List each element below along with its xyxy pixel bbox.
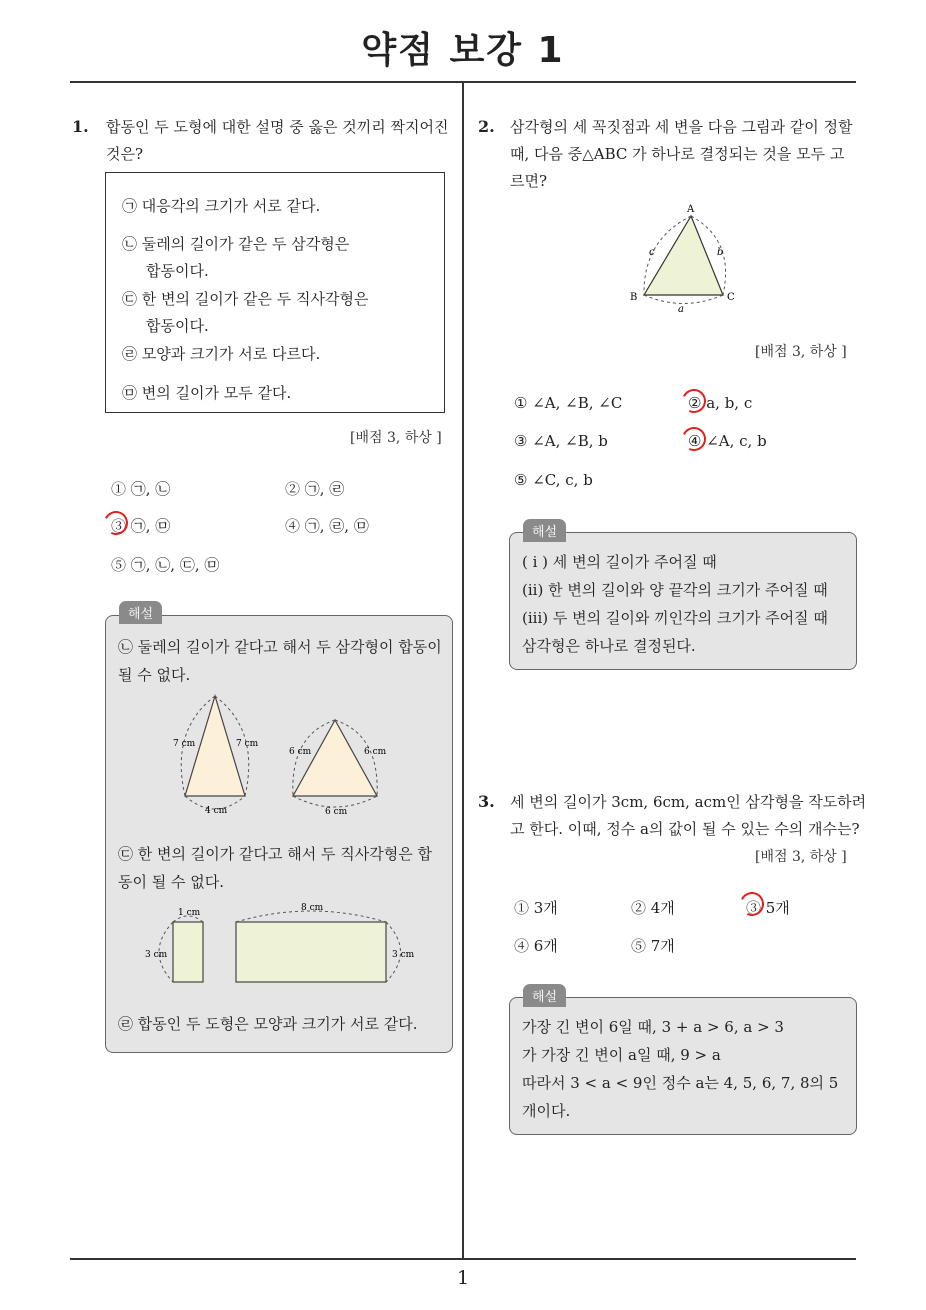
label-8cm: 8 cm bbox=[301, 903, 324, 913]
explanation-line: 될 수 없다. bbox=[118, 666, 191, 684]
q3-option-3[interactable]: ③ 5개 bbox=[746, 899, 790, 917]
q1-option-4[interactable]: ④ ㉠, ㉣, ㉤ bbox=[285, 517, 369, 535]
q2-explanation-tab: 해설 bbox=[523, 519, 566, 542]
statement-d: ㉣ 모양과 크기가 서로 다르다. bbox=[122, 345, 321, 363]
question-2-score: [배점 3, 하상 ] bbox=[755, 344, 847, 360]
page-number: 1 bbox=[456, 1267, 470, 1289]
explanation-line: (ii) 한 변의 길이와 양 끝각의 크기가 주어질 때 bbox=[522, 581, 828, 599]
explanation-line: 삼각형은 하나로 결정된다. bbox=[522, 637, 696, 655]
question-1-text bbox=[106, 114, 448, 168]
question-3-number: 3. bbox=[478, 792, 495, 811]
side-b-label: b bbox=[717, 247, 724, 258]
label-6cm-right: 6 cm bbox=[364, 747, 387, 757]
question-2-text-line: 르면? bbox=[510, 172, 548, 190]
label-4cm: 4 cm bbox=[205, 806, 228, 816]
statement-e: ㉤ 변의 길이가 모두 같다. bbox=[122, 384, 292, 402]
vertex-b-label: B bbox=[630, 292, 638, 303]
explanation-line: 가장 긴 변이 6일 때, 3 + a > 6, a > 3 bbox=[522, 1018, 784, 1036]
statement-b-cont: 합동이다. bbox=[146, 262, 209, 280]
q1-option-5[interactable]: ⑤ ㉠, ㉡, ㉢, ㉤ bbox=[111, 556, 220, 574]
question-2-text-line: 삼각형의 세 꼭짓점과 세 변을 다음 그림과 같이 정할 bbox=[510, 118, 853, 136]
q1-option-2[interactable]: ② ㉠, ㉣ bbox=[285, 480, 345, 498]
triangle-abc bbox=[644, 216, 723, 295]
side-a-label: a bbox=[678, 304, 684, 315]
dashed-arc bbox=[644, 295, 723, 304]
question-2-text-line: 때, 다음 중△ABC 가 하나로 결정되는 것을 모두 고 bbox=[510, 145, 845, 163]
q3-option-2[interactable]: ② 4개 bbox=[631, 899, 675, 917]
question-1-score: [배점 3, 하상 ] bbox=[350, 430, 442, 446]
dashed-arc bbox=[293, 796, 377, 807]
q1-explanation-part2 bbox=[118, 840, 432, 896]
label-6cm-left: 6 cm bbox=[289, 747, 312, 757]
vertex-c-label: C bbox=[727, 292, 735, 303]
question-1-number: 1. bbox=[72, 117, 89, 136]
label-7cm-left: 7 cm bbox=[173, 739, 196, 749]
label-3cm-right: 3 cm bbox=[392, 950, 415, 960]
explanation-line: 따라서 3 < a < 9인 정수 a는 4, 5, 6, 7, 8의 5 bbox=[522, 1074, 839, 1092]
statement-a: ㉠ 대응각의 크기가 서로 같다. bbox=[122, 197, 321, 215]
explanation-line: 가 가장 긴 변이 a일 때, 9 > a bbox=[522, 1046, 721, 1064]
side-c-label: c bbox=[649, 247, 655, 258]
q2-option-3[interactable]: ③ ∠A, ∠B, b bbox=[514, 432, 608, 450]
question-2-number: 2. bbox=[478, 117, 495, 136]
explanation-line: ( i ) 세 변의 길이가 주어질 때 bbox=[522, 553, 717, 571]
explanation-line: ㉢ 한 변의 길이가 같다고 해서 두 직사각형은 합 bbox=[118, 845, 432, 863]
label-6cm-bottom: 6 cm bbox=[325, 807, 348, 817]
q3-explanation-text bbox=[522, 1013, 838, 1125]
question-3-text bbox=[510, 789, 866, 843]
rectangle-8x3 bbox=[236, 922, 386, 982]
q2-option-1[interactable]: ① ∠A, ∠B, ∠C bbox=[514, 394, 623, 412]
q3-option-4[interactable]: ④ 6개 bbox=[514, 937, 558, 955]
q1-explanation-tab: 해설 bbox=[119, 601, 162, 624]
rectangles-figure bbox=[140, 900, 430, 990]
statement-c: ㉢ 한 변의 길이가 같은 두 직사각형은 bbox=[122, 290, 369, 308]
explanation-line: ㉣ 합동인 두 도형은 모양과 크기가 서로 같다. bbox=[118, 1015, 418, 1033]
statement-c-cont: 합동이다. bbox=[146, 317, 209, 335]
q2-option-4[interactable]: ④ ∠A, c, b bbox=[688, 432, 767, 450]
vertex-a-label: A bbox=[687, 204, 695, 215]
q2-option-2[interactable]: ② a, b, c bbox=[688, 394, 753, 412]
page-title: 약점 보강 1 bbox=[361, 30, 565, 71]
triangles-figure bbox=[160, 690, 400, 818]
question-1-text-line: 것은? bbox=[106, 145, 144, 163]
q1-explanation-part1 bbox=[118, 633, 442, 689]
triangle-abc-figure bbox=[625, 200, 745, 315]
explanation-line: ㉡ 둘레의 길이가 같다고 해서 두 삼각형이 합동이 bbox=[118, 638, 442, 656]
question-3-text-line: 세 변의 길이가 3cm, 6cm, acm인 삼각형을 작도하려 bbox=[510, 793, 867, 811]
footer-rule bbox=[70, 1258, 856, 1260]
statement-b: ㉡ 둘레의 길이가 같은 두 삼각형은 bbox=[122, 235, 350, 253]
question-3-score: [배점 3, 하상 ] bbox=[755, 849, 847, 865]
q1-option-1[interactable]: ① ㉠, ㉡ bbox=[111, 480, 171, 498]
question-3-text-line: 고 한다. 이때, 정수 a의 값이 될 수 있는 수의 개수는? bbox=[510, 820, 860, 838]
label-7cm-right: 7 cm bbox=[236, 739, 259, 749]
label-3cm-left: 3 cm bbox=[145, 950, 168, 960]
label-1cm: 1 cm bbox=[178, 908, 201, 918]
q1-option-3[interactable]: ③ ㉠, ㉤ bbox=[111, 517, 171, 535]
q3-option-5[interactable]: ⑤ 7개 bbox=[631, 937, 675, 955]
explanation-line: 개이다. bbox=[522, 1102, 571, 1120]
q2-option-5[interactable]: ⑤ ∠C, c, b bbox=[514, 471, 593, 489]
q1-explanation-part3 bbox=[118, 1010, 417, 1038]
q3-explanation-tab: 해설 bbox=[523, 984, 566, 1007]
question-2-text bbox=[510, 114, 852, 195]
rectangle-1x3 bbox=[173, 922, 203, 982]
q2-explanation-text bbox=[522, 548, 828, 660]
explanation-line: 동이 될 수 없다. bbox=[118, 873, 225, 891]
explanation-line: (iii) 두 변의 길이와 끼인각의 크기가 주어질 때 bbox=[522, 609, 828, 627]
triangle-6-6-6 bbox=[293, 720, 377, 796]
column-divider bbox=[462, 82, 464, 1259]
question-1-text-line: 합동인 두 도형에 대한 설명 중 옳은 것끼리 짝지어진 bbox=[106, 118, 449, 136]
q3-option-1[interactable]: ① 3개 bbox=[514, 899, 558, 917]
